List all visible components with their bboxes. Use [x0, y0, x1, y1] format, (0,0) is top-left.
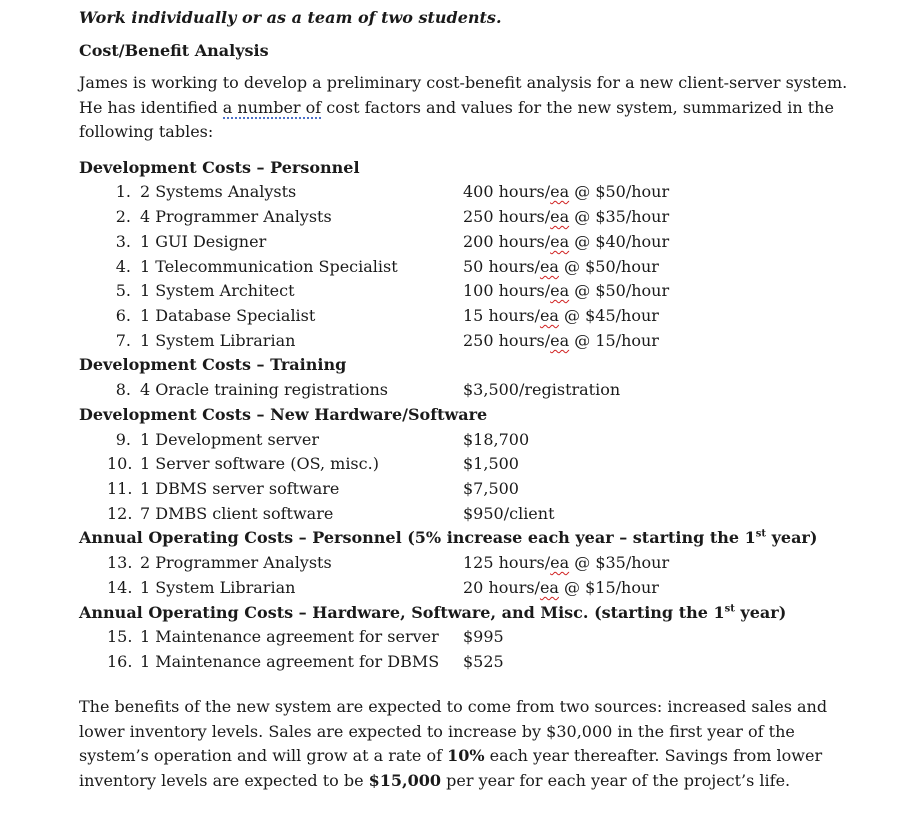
item-value: 125 hours/ea @ $35/hour	[463, 553, 670, 572]
item-description: 1 System Librarian	[140, 578, 296, 597]
item-description: 4 Programmer Analysts	[140, 207, 332, 226]
item-value: 100 hours/ea @ $50/hour	[463, 281, 670, 300]
item-value: $7,500	[463, 479, 519, 498]
growth-rate: 10%	[447, 746, 485, 765]
inventory-savings: $15,000	[368, 770, 442, 790]
item-number: 5.	[115, 281, 131, 300]
intro-text-start: James is working to develop a preliminary cost-benefit analysis for a new client-server system. He has identified	[79, 73, 848, 117]
item-number: 13.	[107, 553, 133, 572]
item-number: 12.	[107, 504, 133, 523]
item-value: $18,700	[463, 430, 530, 449]
item-number: 2.	[115, 207, 131, 226]
section-title-dev-training: Development Costs – Training	[79, 355, 347, 374]
item-description: 1 System Librarian	[140, 331, 296, 350]
item-number: 9.	[115, 430, 131, 449]
section-title-annual-personnel: Annual Operating Costs – Personnel (5% increase each year – starting the 1st year)	[79, 528, 818, 547]
item-value: 20 hours/ea @ $15/hour	[463, 578, 659, 597]
item-description: 1 Server software (OS, misc.)	[140, 454, 379, 473]
item-number: 6.	[115, 306, 131, 325]
item-description: 1 GUI Designer	[140, 232, 267, 251]
item-value: $950/client	[463, 504, 555, 523]
instruction-line: Work individually or as a team of two students.	[79, 8, 502, 27]
item-number: 15.	[107, 627, 133, 646]
item-value: $995	[463, 627, 504, 646]
item-description: 1 Telecommunication Specialist	[140, 257, 398, 276]
item-description: 1 System Architect	[140, 281, 295, 300]
item-value: 50 hours/ea @ $50/hour	[463, 257, 659, 276]
intro-text-flagged: a number of	[222, 97, 322, 117]
item-value: $1,500	[463, 454, 519, 473]
item-description: 7 DMBS client software	[140, 504, 334, 523]
intro-text-end: cost factors and values for the new system, summarized in the following tables:	[79, 97, 834, 141]
item-description: 1 Maintenance agreement for DBMS	[140, 652, 440, 671]
item-number: 14.	[107, 578, 133, 597]
item-number: 10.	[107, 454, 133, 473]
item-value: 250 hours/ea @ 15/hour	[463, 331, 659, 350]
item-description: 1 DBMS server software	[140, 479, 340, 498]
intro-paragraph	[79, 71, 854, 145]
item-number: 7.	[115, 331, 131, 350]
item-description: 2 Programmer Analysts	[140, 553, 332, 572]
item-number: 4.	[115, 257, 131, 276]
benefits-paragraph: The benefits of the new system are expected to come from two sources: increased sales and lower inventory levels. Sales are expected to increase by $30,000 in the first year of the system’s operation and will grow at a rate of 10% each year thereafter. Savings from lower inventory levels are expected to be $15,000 per year for each year of the project’s life.	[79, 697, 828, 790]
item-number: 8.	[115, 380, 131, 399]
item-number: 16.	[107, 652, 133, 671]
item-description: 1 Development server	[140, 430, 320, 449]
item-description: 1 Database Specialist	[140, 306, 316, 325]
item-description: 1 Maintenance agreement for server	[140, 627, 439, 646]
document-title: Cost/Benefit Analysis	[79, 41, 269, 60]
section-title-annual-hardware: Annual Operating Costs – Hardware, Software, and Misc. (starting the 1st year)	[79, 603, 787, 622]
item-value: 400 hours/ea @ $50/hour	[463, 182, 670, 201]
item-number: 11.	[107, 479, 133, 498]
item-number: 3.	[115, 232, 131, 251]
section-title-dev-hardware-software: Development Costs – New Hardware/Software	[79, 405, 488, 424]
item-value: 250 hours/ea @ $35/hour	[463, 207, 670, 226]
item-description: 2 Systems Analysts	[140, 182, 297, 201]
item-description: 4 Oracle training registrations	[140, 380, 388, 399]
section-title-dev-personnel: Development Costs – Personnel	[79, 158, 360, 177]
item-value: $3,500/registration	[463, 380, 621, 399]
item-number: 1.	[115, 182, 131, 201]
item-value: 200 hours/ea @ $40/hour	[463, 232, 670, 251]
item-value: $525	[463, 652, 504, 671]
item-value: 15 hours/ea @ $45/hour	[463, 306, 659, 325]
